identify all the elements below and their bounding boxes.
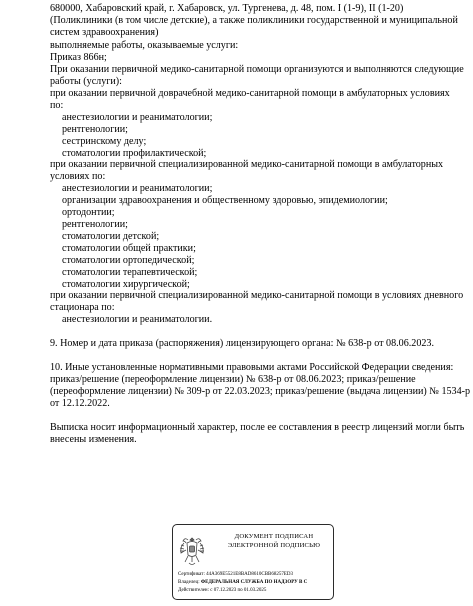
doc-line: анестезиологии и реаниматологии; [62, 112, 213, 123]
owner-label: Владелец: [178, 580, 201, 585]
doc-line: стоматологии ортопедической; [62, 255, 195, 266]
doc-line: рентгенологии; [62, 124, 128, 135]
doc-line: внесены изменения. [50, 434, 137, 445]
doc-line: стационара по: [50, 302, 115, 313]
double-headed-eagle-emblem-icon [178, 534, 206, 568]
doc-line: анестезиологии и реаниматологии; [62, 183, 213, 194]
doc-line: систем здравоохранения) [50, 27, 159, 38]
certificate-owner [178, 579, 307, 586]
doc-line: 680000, Хабаровский край, г. Хабаровск, ул. Тургенева, д. 48, пом. I (1-9), II (1-20) [50, 3, 404, 14]
doc-line: (переоформление лицензии) № 309-р от 22.03.2023; приказ/решение (выдача лицензии) № 1534-р [50, 386, 471, 397]
doc-line: организации здравоохранения и общественному здоровью, эпидемиологии; [62, 195, 388, 206]
electronic-signature-stamp [172, 524, 334, 600]
stamp-title [219, 532, 329, 550]
stamp-title-line-2: ЭЛЕКТРОННОЙ ПОДПИСЬЮ [227, 542, 321, 549]
doc-line: При оказании первичной медико-санитарной помощи организуются и выполняются следующие [50, 64, 464, 75]
doc-line: рентгенологии; [62, 219, 128, 230]
doc-line: работы (услуги): [50, 76, 122, 87]
doc-line: при оказании первичной доврачебной медико-санитарной помощи в амбулаторных условиях [50, 88, 450, 99]
doc-line: 9. Номер и дата приказа (распоряжения) лицензирующего органа: № 638-р от 08.06.2023. [50, 338, 434, 349]
doc-line: стоматологии детской; [62, 231, 160, 242]
doc-line: при оказании первичной специализированной медико-санитарной помощи в условиях дневного [50, 290, 464, 301]
doc-line: анестезиологии и реаниматологии. [62, 314, 213, 325]
doc-line: стоматологии хирургической; [62, 279, 190, 290]
owner-name: ФЕДЕРАЛЬНАЯ СЛУЖБА ПО НАДЗОРУ В С [200, 580, 308, 585]
doc-line: приказ/решение (переоформление лицензии) № 638-р от 08.06.2023; приказ/решение [50, 374, 416, 385]
doc-line: стоматологии профилактической; [62, 148, 207, 159]
doc-line: от 12.12.2022. [50, 398, 110, 409]
doc-line: (Поликлиники (в том числе детские), а также поликлиники государственной и муниципальной [50, 15, 458, 26]
doc-line: стоматологии терапевтической; [62, 267, 198, 278]
stamp-title-line-1: ДОКУМЕНТ ПОДПИСАН [234, 533, 314, 540]
doc-line: стоматологии общей практики; [62, 243, 196, 254]
doc-line: при оказании первичной специализированной медико-санитарной помощи в амбулаторных [50, 159, 444, 170]
doc-line: сестринскому делу; [62, 136, 147, 147]
doc-line: Выписка носит информационный характер, после ее составления в реестр лицензий могли быть [50, 422, 465, 433]
doc-line: ортодонтии; [62, 207, 115, 218]
doc-line: 10. Иные установленные нормативными правовыми актами Российской Федерации сведения: [50, 362, 454, 373]
certificate-validity: Действителен: с 07.12.2023 по 01.03.2025 [178, 588, 267, 593]
doc-line: условиях по: [50, 171, 106, 182]
certificate-number: Сертификат: 44A369E5521E8BAD8610CBB68257ED3 [178, 572, 294, 577]
doc-line: по: [50, 100, 64, 111]
doc-line: выполняемые работы, оказываемые услуги: [50, 40, 239, 51]
doc-line: Приказ 866н; [50, 52, 107, 63]
